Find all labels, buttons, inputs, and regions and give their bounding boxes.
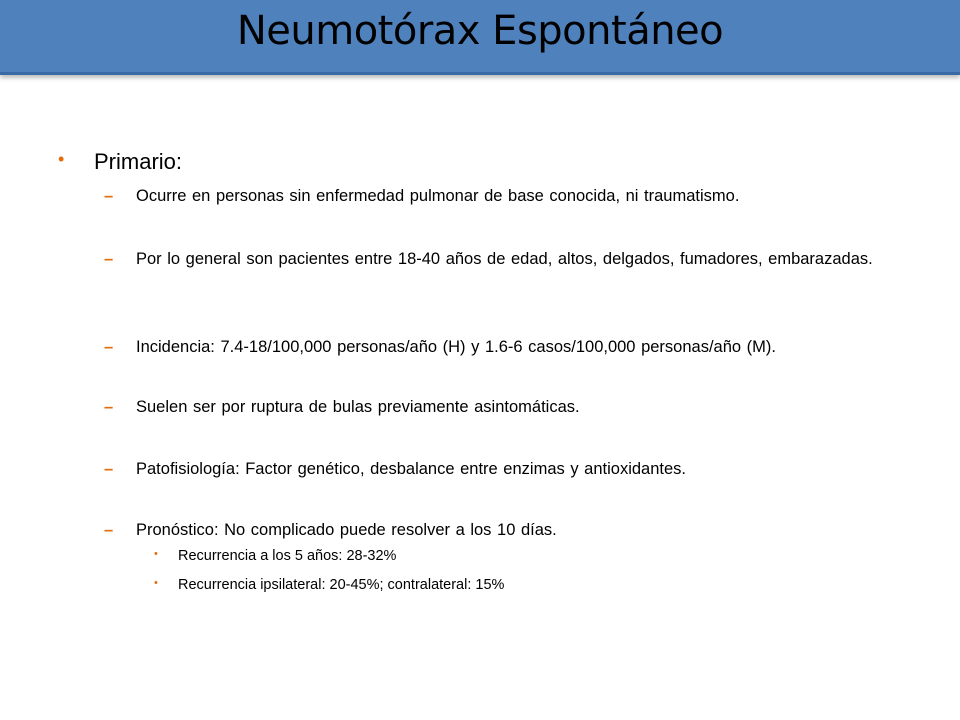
sub-item-text: Pronóstico: No complicado puede resolver a los 10 días.: [136, 521, 557, 539]
bullet-text: Primario:: [94, 149, 183, 174]
bullet-dot-icon: •: [154, 548, 158, 560]
title-bar: [0, 0, 960, 75]
sub-item-text: Incidencia: 7.4-18/100,000 personas/año (H) y 1.6-6 casos/100,000 personas/año (M).: [136, 338, 776, 356]
sub-sub-item-text: Recurrencia a los 5 años: 28-32%: [178, 548, 397, 564]
dash-icon: –: [104, 460, 114, 478]
bullet-dot-icon: •: [154, 577, 158, 589]
sub-item-text: Ocurre en personas sin enfermedad pulmonar de base conocida, ni traumatismo.: [136, 187, 740, 205]
sub-item-text: Por lo general son pacientes entre 18-40 años de edad, altos, delgados, fumadores, embarazadas.: [136, 250, 873, 268]
bullet-dot-icon: •: [58, 149, 65, 169]
dash-icon: –: [104, 398, 114, 416]
dash-icon: –: [104, 338, 114, 356]
sub-item-text: Patofisiología: Factor genético, desbalance entre enzimas y antioxidantes.: [136, 460, 686, 478]
slide-title: Neumotórax Espontáneo: [236, 8, 724, 54]
dash-icon: –: [104, 187, 114, 205]
sub-item-text: Suelen ser por ruptura de bulas previamente asintomáticas.: [136, 398, 580, 416]
sub-sub-item-text: Recurrencia ipsilateral: 20-45%; contralateral: 15%: [178, 577, 505, 593]
dash-icon: –: [104, 250, 114, 268]
dash-icon: –: [104, 521, 114, 539]
